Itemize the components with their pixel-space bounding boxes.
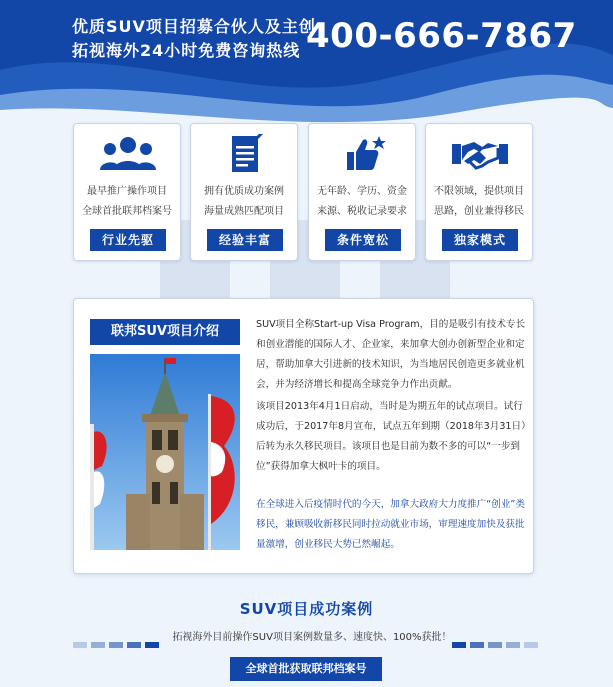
hero-banner [0,0,613,130]
feature-card-conditions[interactable] [308,123,416,261]
feature-card-pioneer[interactable] [73,123,181,261]
feature-line-2: 思路，创业兼得移民 [434,206,524,217]
feature-line-1: 无年龄、学历、资金 [317,186,407,197]
thumbs-up-star-icon [333,134,393,174]
feature-tag-button[interactable]: 条件宽松 [325,229,401,251]
feature-tag-button[interactable]: 行业先驱 [90,229,166,251]
hero-headline: 优质SUV项目招募合伙人及主创 [72,17,316,36]
feature-cards [73,123,533,261]
suv-intro-panel [73,298,534,574]
feature-tag-button[interactable]: 经验丰富 [207,229,283,251]
document-check-icon [215,134,275,174]
hero-subheadline: 拓视海外24小时免费咨询热线 [72,41,301,60]
cases-description: 拓视海外目前操作SUV项目案例数量多、速度快、100%获批！ [172,632,452,643]
intro-paragraph-history: 该项目2013年4月1日启动，当时是为期五年的试点项目。试行成功后，于2017年8月宣布，试点五年到期（2018年3月31日）后转为永久移民项目。该项目也是目前为数不多的可以“一步到位”获得加拿大枫叶卡的项目。 [256,401,526,472]
parliament-photo [90,354,240,550]
decorative-bars-left [73,633,163,641]
cases-section-title: SUV项目成功案例 [239,600,374,618]
intro-paragraph-trend: 在全球进入后疫情时代的今天，加拿大政府大力度推广“创业”类移民，兼顾吸收新移民同时拉动就业市场，审理速度加快及获批量激增，创业移民大势已然崛起。 [256,499,525,550]
feature-line-1: 最早推广操作项目 [87,186,167,197]
feature-line-2: 全球首批联邦档案号 [82,206,172,217]
feature-card-exclusive[interactable] [425,123,533,261]
feature-line-2: 来源、税收记录要求 [317,206,407,217]
feature-line-1: 拥有优质成功案例 [204,186,284,197]
feature-tag-button[interactable]: 独家模式 [442,229,518,251]
feature-card-experience[interactable] [190,123,298,261]
feature-line-1: 不限领域，提供项目 [434,186,524,197]
intro-title: 联邦SUV项目介绍 [90,319,240,345]
feature-line-2: 海量成熟匹配项目 [204,206,284,217]
parliament-tower-flag-icon [90,354,240,550]
cta-archive-number-button[interactable]: 全球首批获取联邦档案号 [230,657,382,681]
intro-paragraph-definition: SUV项目全称Start-up Visa Program，目的是吸引有技术专长和创业潜能的国际人才、企业家，来加拿大创办创新型企业和定居，帮助加拿大引进新的技术知识，为当地居民创造更多就业机会，并为经济增长和提高全球竞争力作出贡献。 [256,319,526,390]
people-icon [98,134,158,174]
decorative-bars-right [452,633,542,641]
handshake-icon [450,134,510,174]
hotline-number[interactable]: 400-666-7867 [306,16,577,56]
